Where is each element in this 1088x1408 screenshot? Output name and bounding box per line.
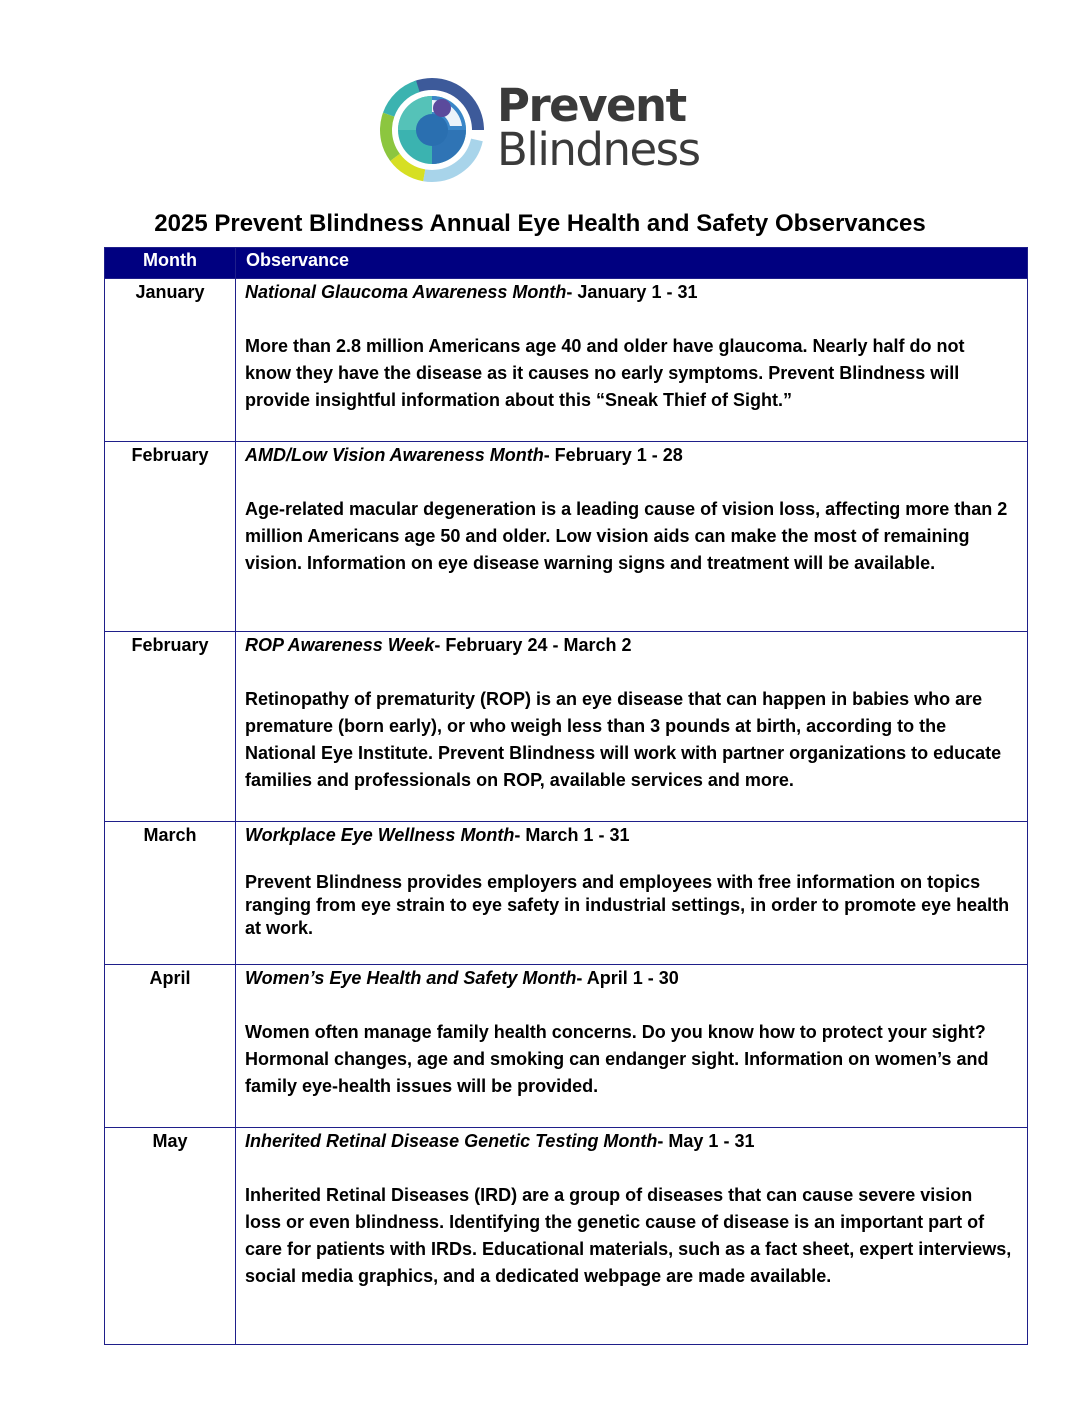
eye-logo-icon [380, 78, 490, 186]
month-cell: February [105, 632, 236, 822]
observance-description: Women often manage family health concerns. Do you know how to protect your sight? Hormonal changes, age and smoking can endanger sight. Information on women’s and family eye-health issues will be provided. [245, 1022, 989, 1096]
observance-dates: - May 1 - 31 [657, 1131, 755, 1151]
observance-name: AMD/Low Vision Awareness Month [245, 445, 544, 465]
observance-description: More than 2.8 million Americans age 40 and older have glaucoma. Nearly half do not know they have the disease as it causes no early symptoms. Prevent Blindness will provide insightful information about this “Sneak Thief of Sight.” [245, 336, 965, 410]
observance-description: Inherited Retinal Diseases (IRD) are a group of diseases that can cause severe vision loss or even blindness. Identifying the genetic cause of disease is an important part of care for patients with IRDs. Educational materials, such as a fact sheet, expert interviews, social media graphics, and a dedicated webpage are made available. [245, 1185, 1012, 1286]
observance-column-header: Observance [236, 248, 1028, 279]
month-cell: February [105, 442, 236, 632]
observance-name: Inherited Retinal Disease Genetic Testing Month [245, 1131, 658, 1151]
logo-wordmark [497, 79, 700, 176]
observance-description: Prevent Blindness provides employers and employees with free information on topics ranging from eye strain to eye safety in industrial settings, in order to promote eye health at work. [245, 872, 1010, 938]
table-row [105, 632, 1028, 822]
logo-word-prevent: Prevent [497, 79, 686, 132]
observance-name: ROP Awareness Week [245, 635, 435, 655]
observance-cell [236, 822, 1028, 965]
observance-cell [236, 965, 1028, 1128]
month-cell: March [105, 822, 236, 965]
observance-name: Women’s Eye Health and Safety Month [245, 968, 577, 988]
month-column-header: Month [105, 248, 236, 279]
table-row [105, 279, 1028, 442]
document-title: 2025 Prevent Blindness Annual Eye Health and Safety Observances [154, 210, 926, 237]
table-row [105, 442, 1028, 632]
observance-cell [236, 279, 1028, 442]
observance-dates: - February 1 - 28 [543, 445, 683, 465]
observance-dates: - February 24 - March 2 [434, 635, 632, 655]
month-cell: May [105, 1128, 236, 1345]
observance-description: Age-related macular degeneration is a leading cause of vision loss, affecting more than 2 million Americans age 50 and older. Low vision aids can make the most of remaining vision. Information on eye disease warning signs and treatment will be available. [245, 499, 1008, 573]
observance-description: Retinopathy of prematurity (ROP) is an eye disease that can happen in babies who are premature (born early), or who weigh less than 3 pounds at birth, according to the National Eye Institute. Prevent Blindness will work with partner organizations to educate families and professionals on ROP, available services and more. [245, 689, 1002, 790]
observance-name: Workplace Eye Wellness Month [245, 825, 515, 845]
observance-name: National Glaucoma Awareness Month [245, 282, 567, 302]
table-row [105, 965, 1028, 1128]
table-header-row [105, 248, 1028, 279]
table-row [105, 1128, 1028, 1345]
observance-dates: - April 1 - 30 [576, 968, 679, 988]
month-cell: January [105, 279, 236, 442]
month-cell: April [105, 965, 236, 1128]
observance-cell [236, 632, 1028, 822]
observance-cell [236, 1128, 1028, 1345]
prevent-blindness-logo [380, 78, 700, 186]
logo-word-blindness: Blindness [497, 123, 700, 176]
table-row [105, 822, 1028, 965]
observance-dates: - January 1 - 31 [566, 282, 698, 302]
observances-table [104, 247, 1028, 1345]
observance-cell [236, 442, 1028, 632]
observance-dates: - March 1 - 31 [514, 825, 630, 845]
